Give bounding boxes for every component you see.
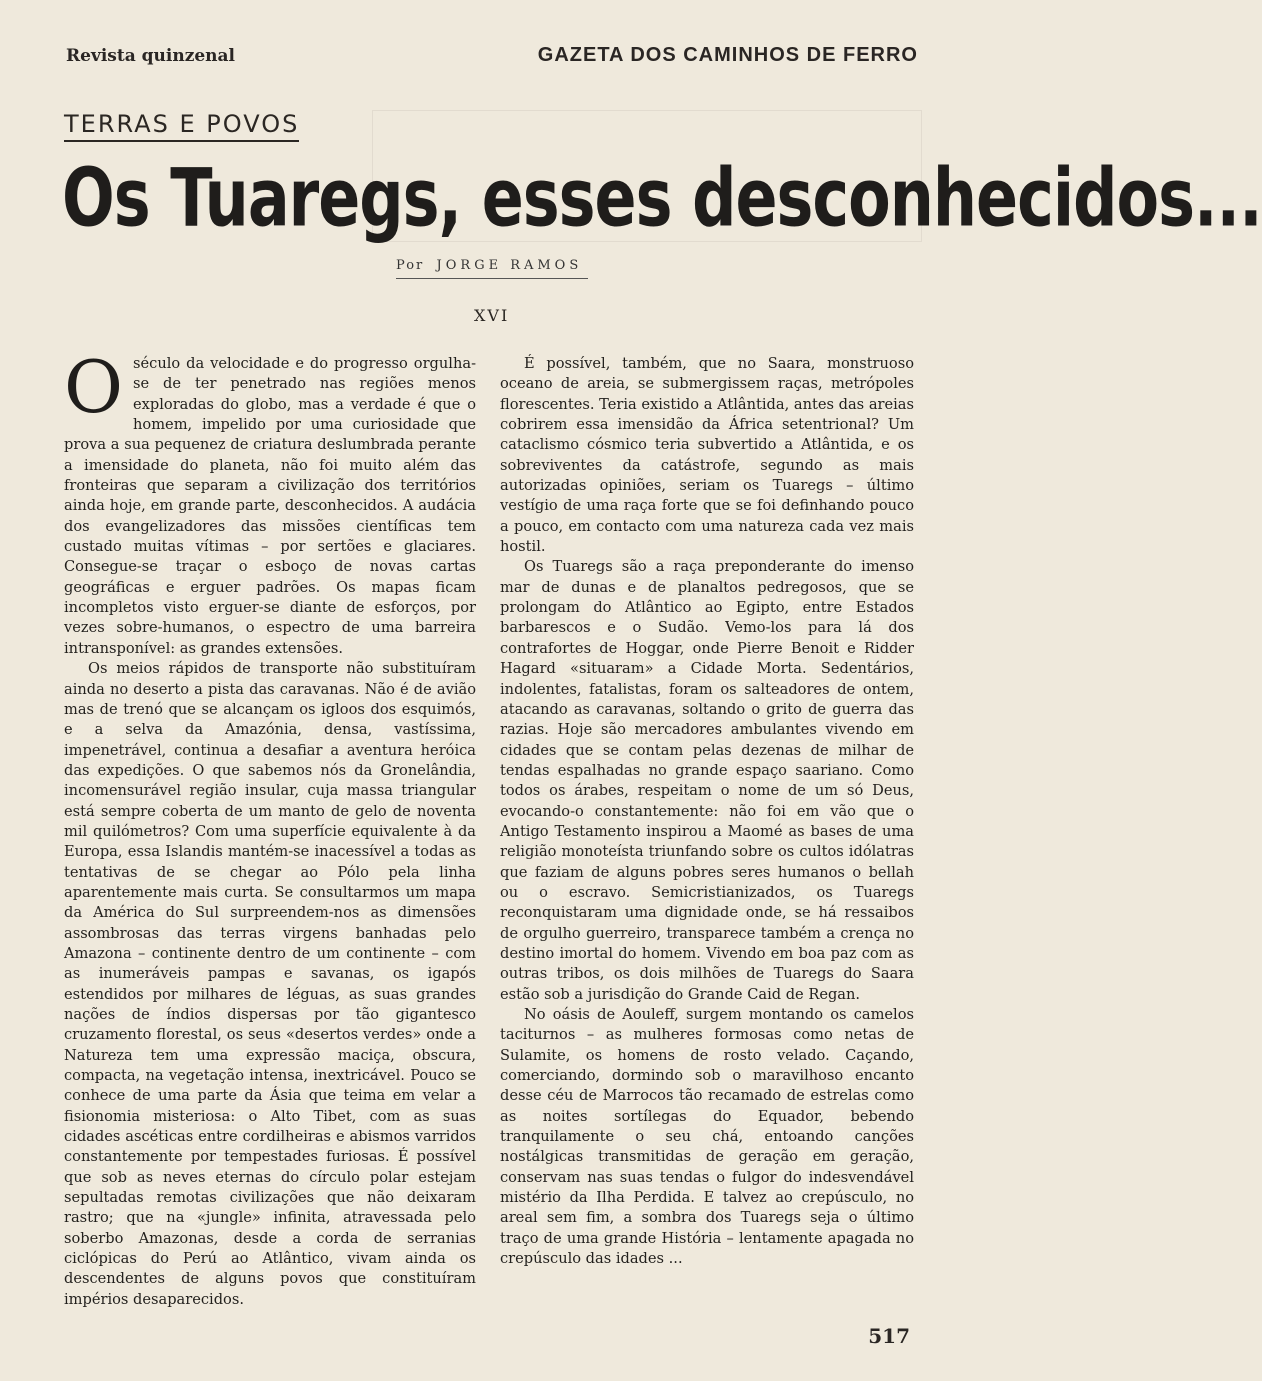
paragraph — [64, 345, 476, 659]
article-title: Os Tuaregs, esses desconhecidos... — [62, 150, 1262, 245]
header-right: GAZETA DOS CAMINHOS DE FERRO — [537, 44, 918, 66]
byline — [396, 258, 582, 273]
paragraph: Os meios rápidos de transporte não substituíram ainda no deserto a pista das caravanas. Não é de avião mas de trenó que se alcançam os igloos dos esquimós, e a selva da Amazónia, densa, vastíssima, impenetrável, continua a desafiar a aventura heróica das expedições. O que sabemos nós da Gronelândia, incomensurável região insular, cuja massa triangular está sempre coberta de um manto de gelo de noventa mil quilómetros? Com uma superfície equivalente à da Europa, essa Islandis mantém-se inacessível a todas as tentativas de se chegar ao Pólo pela linha aparentemente mais curta. Se consultarmos um mapa da América do Sul surpreendem-nos as dimensões assombrosas das terras virgens banhadas pelo Amazona – continente dentro de um continente – com as inumeráveis pampas e savanas, os igapós estendidos por milhares de léguas, as suas grandes nações de índios dispersas por tão gigantesco cruzamento florestal, os seus «desertos verdes» onde a Natureza tem uma expressão maciça, obscura, compacta, na vegetação intensa, inextricável. Pouco se conhece de uma parte da Ásia que teima em velar a fisionomia misteriosa: o Alto Tibet, com as suas cidades ascéticas entre cordilheiras e abismos varridos constantemente por tempestades furiosas. É possível que sob as neves eternas do círculo polar estejam sepultadas remotas civilizações que não deixaram rastro; que na «jungle» infinita, atravessada pelo soberbo Amazonas, desde a corda de serranias ciclópicas do Perú ao Atlântico, vivam ainda os descendentes de alguns povos que constituíram impérios desaparecidos. — [64, 660, 476, 1308]
drop-cap: O — [64, 345, 124, 429]
byline-prefix: Por — [396, 258, 425, 273]
byline-rule — [396, 278, 588, 279]
left-column — [64, 345, 476, 1310]
section-label: TERRAS E POVOS — [64, 110, 299, 142]
paragraph: No oásis de Aouleff, surgem montando os camelos taciturnos – as mulheres formosas como netas de Sulamite, os homens de rosto velado. Caçando, comerciando, dormindo sob o maravilhoso encanto desse céu de Marrocos tão recamado de estrelas como as noites sortílegas do Equador, bebendo tranquilamente o seu chá, entoando canções nostálgicas transmitidas de geração em geração, conservam nas suas tendas o fulgor do indesvendável mistério da Ilha Perdida. E talvez ao crepúsculo, no areal sem fim, a sombra dos Tuaregs seja o último traço de uma grande História – lentamente apagada no crepúsculo das idades ... — [500, 1006, 914, 1268]
author-name: JORGE RAMOS — [436, 258, 583, 273]
paragraph-text: século da velocidade e do progresso orgulha-se de ter penetrado nas regiões menos exploradas do globo, mas a verdade é que o homem, impelido por uma curiosidade que prova a sua pequenez de criatura deslumbrada perante a imensidade do planeta, não foi muito além das fronteiras que separam a civilização dos territórios ainda hoje, em grande parte, desconhecidos. A audácia dos evangelizadores das missões científicas tem custado muitas vítimas – por sertões e glaciares. Consegue-se traçar o esboço de novas cartas geográficas e erguer padrões. Os mapas ficam incompletos visto erguer-se diante de esforços, por vezes sobre-humanos, o espectro de uma barreira intransponível: as grandes extensões. — [64, 355, 476, 657]
paragraph: É possível, também, que no Saara, monstruoso oceano de areia, se submergissem raças, metrópoles florescentes. Teria existido a Atlântida, antes das areias cobrirem essa imensidão da África setentrional? Um cataclismo cósmico teria subvertido a Atlântida, e os sobreviventes da catástrofe, segundo as mais autorizadas opiniões, seriam os Tuaregs – último vestígio de uma raça forte que se foi definhando pouco a pouco, em contacto com uma natureza cada vez mais hostil. — [500, 355, 914, 556]
right-column — [500, 354, 914, 1269]
header-left: Revista quinzenal — [66, 46, 236, 66]
page-number: 517 — [868, 1324, 910, 1348]
chapter-numeral: XVI — [474, 306, 510, 325]
paragraph: Os Tuaregs são a raça preponderante do imenso mar de dunas e de planaltos pedregosos, que se prolongam do Atlântico ao Egipto, entre Estados barbarescos e o Sudão. Vemo-los para lá dos contrafortes de Hoggar, onde Pierre Benoit e Ridder Hagard «situaram» a Cidade Morta. Sedentários, indolentes, fatalistas, foram os salteadores de ontem, atacando as caravanas, soltando o grito de guerra das razias. Hoje são mercadores ambulantes vivendo em cidades que se contam pelas dezenas de milhar de tendas espalhadas no grande espaço saariano. Como todos os árabes, respeitam o nome de um só Deus, evocando-o constantemente: não foi em vão que o Antigo Testamento inspirou a Maomé as bases de uma religião monoteísta triunfando sobre os cultos idólatras que faziam de alguns pobres seres humanos o bellah ou o escravo. Semicristianizados, os Tuaregs reconquistaram uma dignidade onde, se há ressaibos de orgulho guerreiro, transparece também a crença no destino imortal do homem. Vivendo em boa paz com as outras tribos, os dois milhões de Tuaregs do Saara estão sob a jurisdição do Grande Caid de Regan. — [500, 558, 914, 1003]
